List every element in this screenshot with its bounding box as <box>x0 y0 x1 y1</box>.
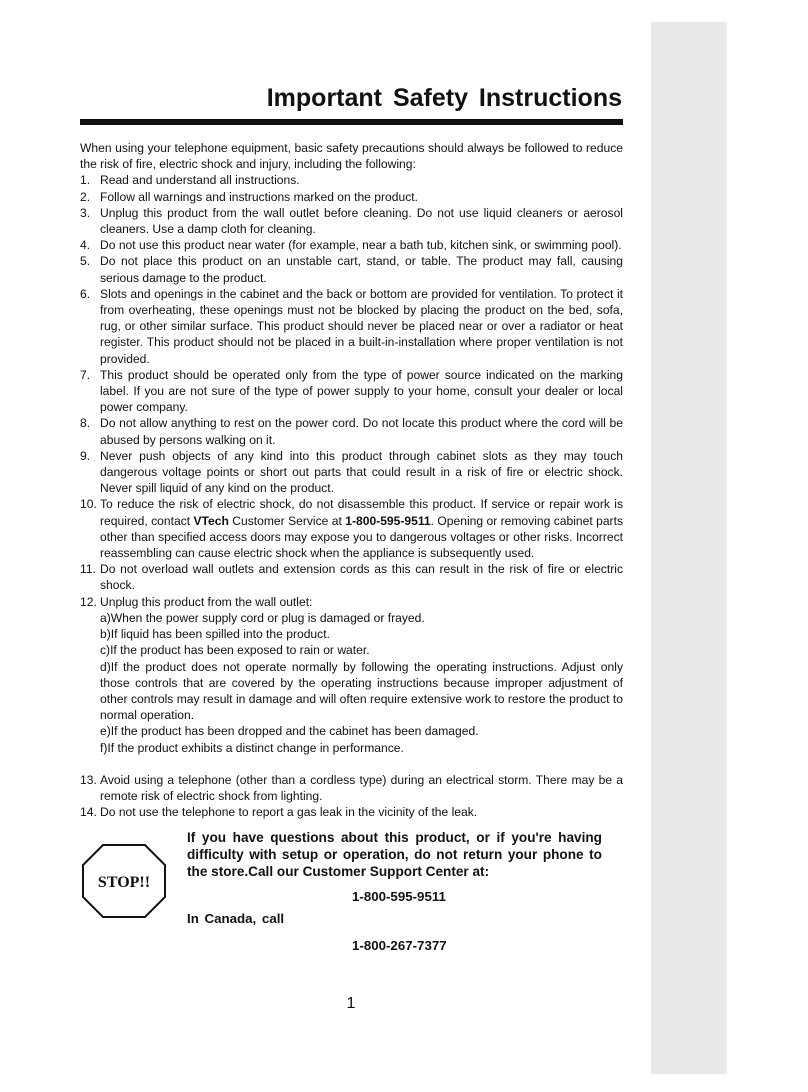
support-phone-us: 1-800-595-9511 <box>352 889 446 904</box>
list-item: 13. Avoid using a telephone (other than a cordless type) during an electrical storm. There may be a remote risk of electric shock from lighting. <box>80 772 623 803</box>
list-item: 9. Never push objects of any kind into this product through cabinet slots as they may touch dangerous voltage points or short out parts that could result in a risk of fire or electric shock. Never spill liquid of any kind on the product. <box>80 448 623 496</box>
page-number: 1 <box>346 995 356 1012</box>
list-item: 12. Unplug this product from the wall outlet: a)When the power supply cord or plug is damaged or frayed. b)If liquid has been spilled into the product. c)If the product has been exposed to rain or water. d)If the product does not operate normally by following the operating instructions. Adjust only those controls that are covered by the operating instructions because improper adjustment of other controls may result in damage and will often require extensive work to restore the product to normal operation. e)If the product has been dropped and the cabinet has been damaged. f)If the product exhibits a distinct change in performance. <box>80 594 623 755</box>
stop-sign-icon <box>81 843 167 919</box>
support-phone-canada: 1-800-267-7377 <box>352 938 447 953</box>
list-item: 4. Do not use this product near water (for example, near a bath tub, kitchen sink, or swimming pool). <box>80 238 622 253</box>
list-item: 3. Unplug this product from the wall outlet before cleaning. Do not use liquid cleaners or aerosol cleaners. Use a damp cloth for cleaning. <box>80 205 623 237</box>
sub-item: e)If the product has been dropped and the cabinet has been damaged. <box>100 724 479 739</box>
sub-item: f)If the product exhibits a distinct change in performance. <box>100 740 404 755</box>
sub-item: c)If the product has been exposed to rain or water. <box>100 643 370 658</box>
list-item: 14. Do not use the telephone to report a gas leak in the vicinity of the leak. <box>80 805 478 820</box>
safety-instructions <box>80 140 623 820</box>
support-message: If you have questions about this product, or if you're having difficulty with setup or operation, do not return your phone to the store.Call our Customer Support Center at: <box>187 830 602 879</box>
title-rule <box>80 119 623 125</box>
list-item: 2. Follow all warnings and instructions marked on the product. <box>80 189 418 204</box>
list-item: 10. To reduce the risk of electric shock, do not disassemble this product. If service or repair work is required, contact VTech Customer Service at 1-800-595-9511. Opening or removing cabinet parts other than specified access doors may expose you to dangerous voltages or other risks. Incorrect reassembling can cause electric shock when the appliance is subsequently used. <box>80 497 623 561</box>
intro-text: When using your telephone equipment, basic safety precautions should always be followed to reduce the risk of fire, electric shock and injury, including the following: <box>80 141 623 172</box>
service-phone: 1-800-595-9511 <box>345 513 431 528</box>
canada-label: In Canada, call <box>187 911 285 926</box>
list-item: 1. Read and understand all instructions. <box>80 173 300 188</box>
sub-item: b)If liquid has been spilled into the product. <box>100 627 330 642</box>
list-item: 6. Slots and openings in the cabinet and the back or bottom are provided for ventilation. To protect it from overheating, these openings must not be blocked by placing the product on the bed, sofa, rug, or other similar surface. This product should never be placed near or over a radiator or heat register. This product should not be placed in a built-in-installation where proper ventilation is not provided. <box>80 286 623 366</box>
instruction-list <box>80 172 623 820</box>
stop-label: STOP!! <box>97 874 151 891</box>
sub-item: d)If the product does not operate normally by following the operating instructions. Adjust only those controls that are covered by the operating instructions because improper adjustment of other controls may result in damage and will often require extensive work to restore the product to normal operation. <box>100 659 623 723</box>
list-spacer <box>80 756 623 772</box>
list-item: 7. This product should be operated only from the type of power source indicated on the marking label. If you are not sure of the type of power supply to your home, consult your dealer or local power company. <box>80 367 623 415</box>
brand-name: VTech <box>193 513 229 528</box>
page-title: Important Safety Instructions <box>266 84 622 112</box>
list-item: 8. Do not allow anything to rest on the power cord. Do not locate this product where the cord will be abused by persons walking on it. <box>80 416 623 447</box>
sub-item: a)When the power supply cord or plug is damaged or frayed. <box>100 610 425 625</box>
list-item: 5. Do not place this product on an unstable cart, stand, or table. The product may fall, causing serious damage to the product. <box>80 254 623 285</box>
list-item: 11. Do not overload wall outlets and extension cords as this can result in the risk of fire or electric shock. <box>80 562 623 593</box>
side-tab <box>651 22 727 1074</box>
